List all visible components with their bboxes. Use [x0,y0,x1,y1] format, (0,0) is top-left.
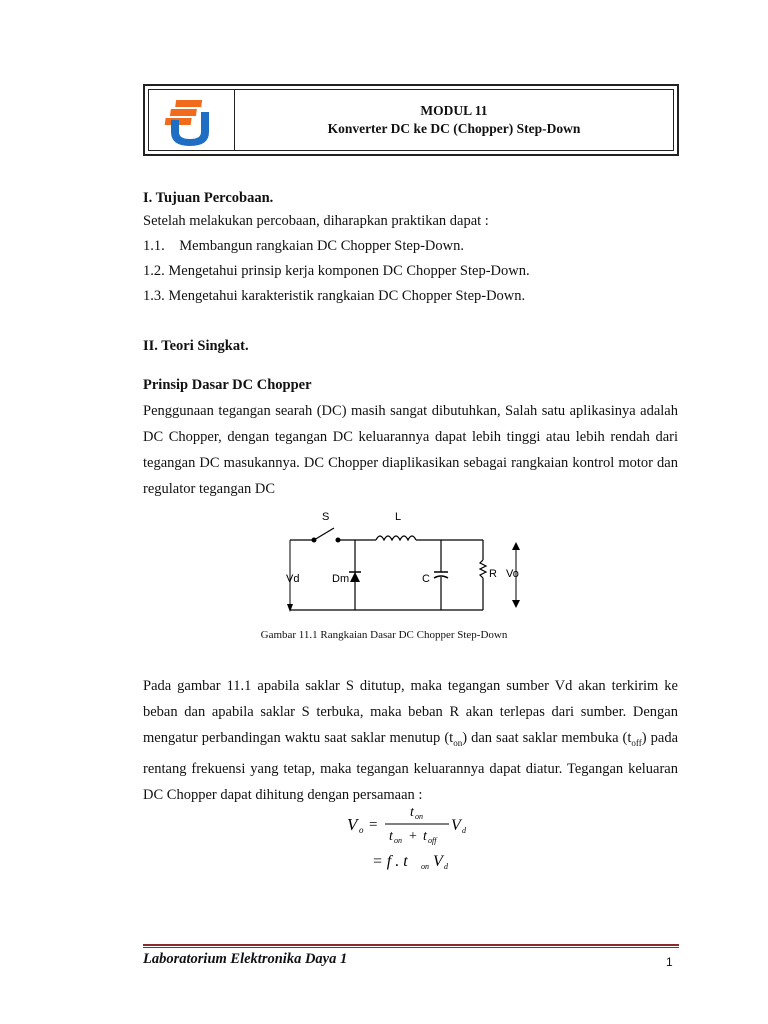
module-number: MODUL 11 [420,103,488,118]
section-heading-tujuan: I. Tujuan Percobaan. [143,190,274,206]
list-item: 1.1. Membangun rangkaian DC Chopper Step-Down. [143,238,464,254]
svg-text:V: V [451,817,461,834]
footer-divider [143,947,679,948]
module-header [143,84,679,156]
subheading-prinsip: Prinsip Dasar DC Chopper [143,377,312,393]
list-item: 1.2. Mengetahui prinsip kerja komponen DC Chopper Step-Down. [143,263,530,279]
svg-text:on: on [394,836,402,845]
svg-text:t: t [410,805,414,820]
label-diode: Dm [332,573,350,585]
paragraph-explanation: Pada gambar 11.1 apabila saklar S ditutup, maka tegangan sumber Vd akan terkirim ke beban dan apabila saklar S terbuka, maka beban R akan terlepas dari sumber. Dengan mengatur perbandingan waktu saat saklar menutup $(t_{on})$ dan saat saklar membuka $(t_{off})$ pada rentang frekuensi yang tetap, maka tegangan keluarannya dapat diatur. Tegangan keluaran DC Chopper dapat dihitung dengan persamaan : [143,678,679,803]
institution-logo-icon [163,94,221,152]
svg-text:o: o [359,825,364,835]
label-source: Vd [286,573,300,585]
inductor-coil [376,536,416,540]
svg-text:= f . t: = f . t [372,853,408,870]
svg-text:V: V [347,815,358,834]
logo-cell [149,90,235,150]
chopper-circuit-diagram [278,500,538,618]
label-capacitor: C [422,573,430,585]
svg-text:d: d [462,826,466,835]
section-heading-teori: II. Teori Singkat. [143,338,249,354]
paragraph-intro: Penggunaan tegangan searah (DC) masih sangat dibutuhkan, Salah satu aplikasinya adalah DC Chopper, dengan tegangan DC keluarannya dapat lebih tinggi atau lebih rendah dari tegangan DC masukannya. DC Chopper diaplikasikan sebagai rangkaian kontrol motor dan regulator tegangan DC [143,403,678,497]
switch-contact [336,538,341,543]
module-title: Konverter DC ke DC (Chopper) Step-Down [327,121,581,136]
label-inductor: L [395,511,402,523]
footer-lab-name: Laboratorium Elektronika Daya 1 [143,951,348,967]
label-switch: S [322,511,330,523]
section-intro: Setelah melakukan percobaan, diharapkan praktikan dapat : [143,213,489,229]
svg-text:V: V [433,853,443,870]
svg-text:on: on [421,862,429,871]
label-output: Vo [506,568,519,580]
figure-caption: Gambar 11.1 Rangkaian Dasar DC Chopper Step-Down [260,629,508,641]
switch-blade [314,528,334,540]
svg-text:on: on [415,812,423,821]
footer-divider [143,944,679,946]
svg-text:off: off [428,836,437,845]
resistor-zigzag [480,560,486,578]
svg-text:t: t [389,829,393,844]
diode-symbol [350,572,360,582]
list-item: 1.3. Mengetahui karakteristik rangkaian DC Chopper Step-Down. [143,288,526,304]
svg-text:t: t [423,829,427,844]
page-number: 1 [666,955,673,969]
svg-text:d: d [444,862,448,871]
svg-text:+: + [409,829,417,844]
svg-text:=: = [369,817,378,833]
output-voltage-equation [343,800,473,880]
label-resistor: R [489,568,497,580]
